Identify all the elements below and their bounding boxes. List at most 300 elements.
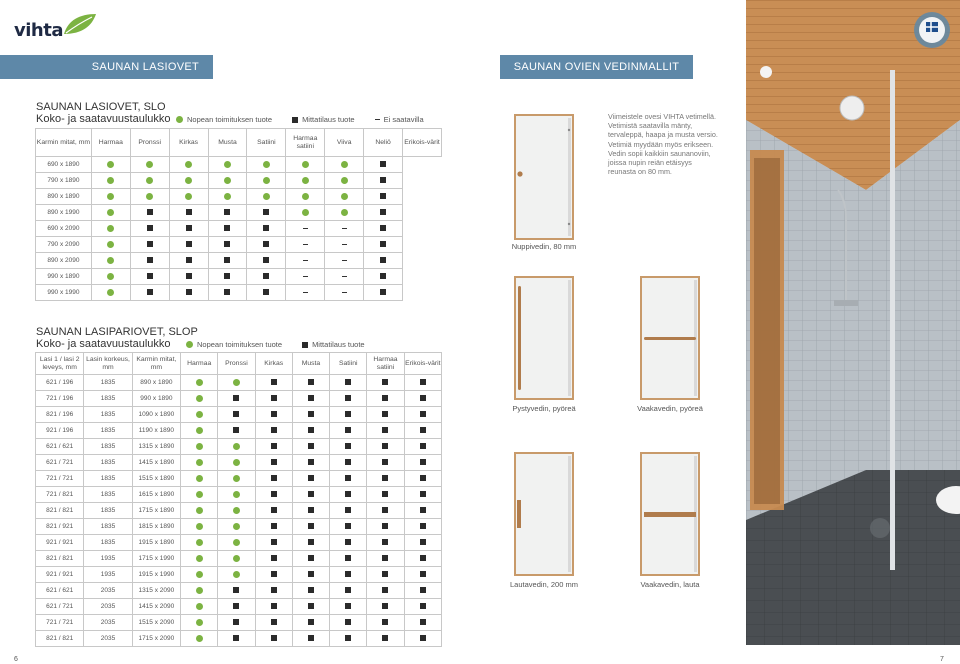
green-dot-icon (196, 635, 203, 642)
black-square-icon (308, 603, 314, 609)
black-square-icon (308, 555, 314, 561)
dash-icon (342, 228, 347, 229)
green-dot-icon (196, 571, 203, 578)
availability-cell (367, 503, 404, 519)
black-square-icon (345, 619, 351, 625)
availability-cell (364, 205, 403, 221)
availability-cell (91, 285, 130, 301)
availability-cell (208, 253, 247, 269)
sauna-bathroom-photo (746, 0, 960, 645)
availability-cell (181, 407, 218, 423)
column-header: Harmaa satiini (367, 353, 404, 375)
black-square-icon (186, 209, 192, 215)
black-square-icon (263, 257, 269, 263)
availability-cell (181, 615, 218, 631)
black-square-icon (147, 241, 153, 247)
glass-width-cell: 721 / 721 (36, 615, 84, 631)
glass-height-cell: 1835 (84, 439, 132, 455)
black-square-icon (224, 225, 230, 231)
availability-cell (292, 567, 329, 583)
black-square-icon (186, 225, 192, 231)
availability-cell (130, 253, 169, 269)
availability-cell (404, 599, 441, 615)
black-square-icon (420, 587, 426, 593)
glass-height-cell: 2035 (84, 599, 132, 615)
table-row (36, 599, 442, 615)
availability-cell (218, 583, 255, 599)
column-header: Harmaa (91, 129, 130, 157)
green-dot-icon (196, 411, 203, 418)
availability-cell (367, 423, 404, 439)
black-square-icon (382, 443, 388, 449)
black-square-icon (308, 571, 314, 577)
availability-cell (255, 439, 292, 455)
green-dot-icon (233, 507, 240, 514)
availability-cell (208, 237, 247, 253)
availability-cell (91, 157, 130, 173)
availability-cell (404, 535, 441, 551)
label-horizontal-round: Vaakavedin, pyöreä (637, 404, 703, 413)
availability-cell (169, 189, 208, 205)
green-dot-icon (196, 379, 203, 386)
availability-cell (292, 551, 329, 567)
green-dot-icon (302, 177, 309, 184)
availability-cell (292, 535, 329, 551)
black-square-icon (420, 459, 426, 465)
availability-cell (130, 269, 169, 285)
black-square-icon (345, 555, 351, 561)
availability-cell (325, 285, 364, 301)
black-square-icon (147, 273, 153, 279)
green-dot-icon (233, 539, 240, 546)
column-header: Satiini (330, 353, 367, 375)
black-square-icon (271, 427, 277, 433)
glass-width-cell: 621 / 196 (36, 375, 84, 391)
black-square-icon (420, 635, 426, 641)
black-square-icon (380, 241, 386, 247)
green-dot-icon (146, 161, 153, 168)
column-header: Viiva (325, 129, 364, 157)
black-square-icon (224, 209, 230, 215)
black-square-icon (271, 571, 277, 577)
availability-cell (330, 551, 367, 567)
availability-cell (330, 439, 367, 455)
availability-cell (325, 173, 364, 189)
green-dot-icon (196, 619, 203, 626)
availability-cell (247, 205, 286, 221)
black-square-icon (382, 379, 388, 385)
availability-cell (218, 599, 255, 615)
availability-cell (364, 253, 403, 269)
availability-cell (325, 205, 364, 221)
black-square-icon (271, 603, 277, 609)
size-cell: 890 x 1890 (36, 189, 92, 205)
section2-title-line2: Koko- ja saatavuustaulukko (36, 338, 171, 350)
black-square-icon (224, 241, 230, 247)
size-cell: 890 x 2090 (36, 253, 92, 269)
dash-icon (303, 276, 308, 277)
black-square-icon (233, 603, 239, 609)
green-dot-icon (233, 379, 240, 386)
green-dot-icon (196, 427, 203, 434)
frame-size-cell: 1615 x 1890 (132, 487, 180, 503)
slo-availability-table (35, 128, 442, 301)
dash-icon (303, 244, 308, 245)
availability-cell (404, 519, 441, 535)
availability-cell (255, 615, 292, 631)
black-square-icon (420, 395, 426, 401)
glass-height-cell: 1835 (84, 391, 132, 407)
size-cell: 690 x 1890 (36, 157, 92, 173)
green-dot-icon (224, 177, 231, 184)
black-square-icon (345, 411, 351, 417)
dash-icon (342, 244, 347, 245)
black-square-icon (382, 539, 388, 545)
availability-cell (404, 615, 441, 631)
label-knob: Nuppivedin, 80 mm (511, 242, 577, 251)
availability-cell (286, 237, 325, 253)
availability-cell (255, 423, 292, 439)
column-header: Erikois-värit (404, 353, 441, 375)
table-row (36, 519, 442, 535)
table-row (36, 285, 442, 301)
green-dot-icon (196, 459, 203, 466)
availability-cell (292, 519, 329, 535)
banner-glass-doors: SAUNAN LASIOVET (0, 55, 213, 79)
black-square-icon (345, 379, 351, 385)
availability-cell (367, 583, 404, 599)
availability-cell (292, 503, 329, 519)
black-square-icon (271, 395, 277, 401)
black-square-icon (271, 587, 277, 593)
table-row (36, 615, 442, 631)
availability-cell (367, 407, 404, 423)
black-square-icon (308, 523, 314, 529)
dash-icon (375, 119, 380, 120)
availability-cell (255, 471, 292, 487)
green-dot-icon (107, 209, 114, 216)
availability-cell (364, 221, 403, 237)
black-square-icon (308, 427, 314, 433)
availability-cell (247, 269, 286, 285)
availability-cell (292, 631, 329, 647)
availability-cell (255, 631, 292, 647)
black-square-icon (420, 619, 426, 625)
availability-cell (208, 173, 247, 189)
availability-cell (255, 599, 292, 615)
black-square-icon (233, 395, 239, 401)
availability-cell (247, 237, 286, 253)
black-square-icon (271, 443, 277, 449)
frame-size-cell: 1515 x 2090 (132, 615, 180, 631)
table-row (36, 455, 442, 471)
availability-cell (130, 237, 169, 253)
black-square-icon (345, 459, 351, 465)
vertical-handle-icon (518, 286, 521, 390)
green-dot-icon (176, 116, 183, 123)
availability-cell (181, 535, 218, 551)
black-square-icon (380, 289, 386, 295)
black-square-icon (224, 273, 230, 279)
availability-cell (181, 423, 218, 439)
green-dot-icon (196, 475, 203, 482)
availability-cell (181, 455, 218, 471)
availability-cell (404, 375, 441, 391)
availability-cell (404, 439, 441, 455)
availability-cell (181, 519, 218, 535)
glass-height-cell: 1835 (84, 407, 132, 423)
door-vertical-round (514, 276, 574, 400)
availability-cell (130, 285, 169, 301)
black-square-icon (345, 603, 351, 609)
green-dot-icon (233, 523, 240, 530)
handle-description: Viimeistele ovesi VIHTA vetimellä. Vetimistä saatavilla mänty, tervaleppä, haapa ja musta versio. Vetimiä myydään myös erikseen. Vedin sopii kaikkiin saunanoviin, joissa nupin reiän etäisyys reunasta on 80 mm. (608, 112, 718, 177)
black-square-icon (382, 459, 388, 465)
column-header: Satiini (247, 129, 286, 157)
black-square-icon (345, 523, 351, 529)
black-square-icon (271, 475, 277, 481)
availability-cell (91, 173, 130, 189)
table-row (36, 439, 442, 455)
black-square-icon (382, 395, 388, 401)
black-square-icon (382, 475, 388, 481)
door-bar-handle (514, 452, 574, 576)
table-row (36, 157, 442, 173)
black-square-icon (382, 491, 388, 497)
availability-cell (218, 615, 255, 631)
green-dot-icon (107, 161, 114, 168)
availability-cell (367, 487, 404, 503)
frame-size-cell: 1715 x 1890 (132, 503, 180, 519)
horizontal-handle-icon (644, 337, 696, 340)
black-square-icon (308, 459, 314, 465)
availability-cell (181, 487, 218, 503)
black-square-icon (263, 241, 269, 247)
availability-cell (367, 567, 404, 583)
availability-cell (286, 253, 325, 269)
glass-height-cell: 1935 (84, 551, 132, 567)
green-dot-icon (233, 571, 240, 578)
availability-cell (208, 157, 247, 173)
bar-handle-icon (517, 500, 521, 528)
table-row (36, 189, 442, 205)
availability-cell (247, 157, 286, 173)
availability-cell (218, 551, 255, 567)
availability-cell (286, 221, 325, 237)
black-square-icon (420, 443, 426, 449)
availability-cell (325, 189, 364, 205)
green-dot-icon (196, 555, 203, 562)
frame-size-cell: 1715 x 1990 (132, 551, 180, 567)
glass-height-cell: 1835 (84, 471, 132, 487)
door-knob-handle (514, 114, 574, 240)
legend-na: Ei saatavilla (375, 115, 424, 124)
size-cell: 690 x 2090 (36, 221, 92, 237)
section1-title (36, 101, 171, 125)
availability-cell (130, 189, 169, 205)
availability-cell (218, 487, 255, 503)
glass-width-cell: 821 / 196 (36, 407, 84, 423)
section1-title-line1: SAUNAN LASIOVET, SLO (36, 101, 166, 113)
availability-cell (292, 407, 329, 423)
black-square-icon (380, 161, 386, 167)
availability-cell (404, 487, 441, 503)
black-square-icon (147, 257, 153, 263)
green-dot-icon (302, 193, 309, 200)
black-square-icon (382, 603, 388, 609)
green-dot-icon (233, 459, 240, 466)
dash-icon (342, 260, 347, 261)
black-square-icon (420, 571, 426, 577)
black-square-icon (420, 603, 426, 609)
availability-cell (218, 391, 255, 407)
black-square-icon (308, 635, 314, 641)
availability-cell (325, 253, 364, 269)
glass-height-cell: 1835 (84, 535, 132, 551)
glass-width-cell: 721 / 196 (36, 391, 84, 407)
black-square-icon (382, 427, 388, 433)
availability-cell (255, 583, 292, 599)
availability-cell (330, 455, 367, 471)
availability-cell (367, 375, 404, 391)
legend-fast: Nopean toimituksen tuote (186, 340, 282, 349)
size-cell: 790 x 2090 (36, 237, 92, 253)
availability-cell (130, 205, 169, 221)
dash-icon (342, 292, 347, 293)
availability-cell (292, 583, 329, 599)
availability-cell (364, 237, 403, 253)
column-header: Karmin mitat, mm (132, 353, 180, 375)
black-square-icon (382, 635, 388, 641)
black-square-icon (345, 475, 351, 481)
table-row (36, 253, 442, 269)
black-square-icon (263, 225, 269, 231)
availability-cell (130, 221, 169, 237)
availability-cell (218, 567, 255, 583)
glass-height-cell: 1835 (84, 455, 132, 471)
availability-cell (130, 173, 169, 189)
availability-cell (218, 471, 255, 487)
table-header-row (36, 129, 442, 157)
availability-cell (330, 615, 367, 631)
green-dot-icon (224, 193, 231, 200)
availability-cell (247, 173, 286, 189)
column-header: Musta (208, 129, 247, 157)
column-header: Pronssi (218, 353, 255, 375)
black-square-icon (380, 209, 386, 215)
green-dot-icon (233, 443, 240, 450)
green-dot-icon (196, 603, 203, 610)
table-row (36, 269, 442, 285)
black-square-icon (382, 411, 388, 417)
green-dot-icon (107, 273, 114, 280)
availability-cell (91, 205, 130, 221)
black-square-icon (382, 619, 388, 625)
green-dot-icon (263, 177, 270, 184)
glass-height-cell: 2035 (84, 631, 132, 647)
availability-cell (169, 269, 208, 285)
black-square-icon (382, 571, 388, 577)
black-square-icon (233, 619, 239, 625)
availability-cell (404, 423, 441, 439)
black-square-icon (308, 475, 314, 481)
availability-cell (364, 157, 403, 173)
table-row (36, 551, 442, 567)
black-square-icon (271, 459, 277, 465)
section1-legend (176, 115, 438, 124)
green-dot-icon (196, 395, 203, 402)
availability-cell (169, 205, 208, 221)
green-dot-icon (302, 161, 309, 168)
black-square-icon (345, 635, 351, 641)
availability-cell (404, 631, 441, 647)
green-dot-icon (341, 161, 348, 168)
black-square-icon (382, 507, 388, 513)
legend-order: Mittatilaus tuote (302, 340, 365, 349)
green-dot-icon (196, 507, 203, 514)
availability-cell (91, 189, 130, 205)
size-cell: 990 x 1990 (36, 285, 92, 301)
board-handle-icon (644, 512, 696, 517)
black-square-icon (271, 635, 277, 641)
section2-title-line1: SAUNAN LASIPARIOVET, SLOP (36, 326, 198, 338)
label-horizontal-board: Vaakavedin, lauta (640, 580, 700, 589)
availability-cell (255, 567, 292, 583)
column-header: Kirkas (169, 129, 208, 157)
slop-availability-table (35, 352, 442, 647)
table-row (36, 631, 442, 647)
availability-cell (247, 253, 286, 269)
glass-width-cell: 721 / 721 (36, 471, 84, 487)
availability-cell (247, 285, 286, 301)
availability-cell (218, 439, 255, 455)
column-header: Musta (292, 353, 329, 375)
table-header-row (36, 353, 442, 375)
black-square-icon (224, 257, 230, 263)
leaf-icon (62, 12, 98, 36)
black-square-icon (271, 491, 277, 497)
availability-cell (292, 375, 329, 391)
availability-cell (218, 423, 255, 439)
availability-cell (286, 189, 325, 205)
green-dot-icon (341, 193, 348, 200)
availability-cell (325, 237, 364, 253)
availability-cell (330, 471, 367, 487)
availability-cell (208, 205, 247, 221)
availability-cell (404, 567, 441, 583)
column-header: Erikois-värit (403, 129, 442, 157)
table-row (36, 535, 442, 551)
green-dot-icon (107, 225, 114, 232)
column-header: Kirkas (255, 353, 292, 375)
black-square-icon (233, 411, 239, 417)
black-square-icon (271, 619, 277, 625)
glass-height-cell: 1835 (84, 423, 132, 439)
black-square-icon (308, 395, 314, 401)
availability-cell (367, 391, 404, 407)
availability-cell (364, 285, 403, 301)
black-square-icon (380, 225, 386, 231)
black-square-icon (224, 289, 230, 295)
availability-cell (218, 455, 255, 471)
availability-cell (218, 631, 255, 647)
availability-cell (367, 439, 404, 455)
availability-cell (292, 423, 329, 439)
green-dot-icon (185, 193, 192, 200)
dash-icon (303, 292, 308, 293)
black-square-icon (345, 427, 351, 433)
green-dot-icon (107, 241, 114, 248)
